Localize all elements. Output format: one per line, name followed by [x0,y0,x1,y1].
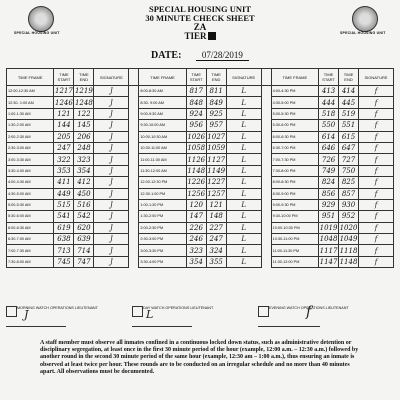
time-frame-cell: 4:30-5:00 PM [271,97,318,108]
signature-cell[interactable]: f [359,165,394,176]
column-gap [261,199,271,210]
time-end-cell[interactable]: 727 [339,154,359,165]
time-end-cell[interactable]: 1148 [339,258,358,267]
column-gap [129,69,139,86]
time-frame-cell: 4:00-4:30 PM [271,86,318,97]
time-end-cell[interactable]: 925 [206,108,226,119]
time-frame-cell: 5:00-5:30 PM [271,108,318,119]
signature-cell[interactable]: L [226,131,261,142]
signature-cell[interactable]: f [359,142,394,153]
signature-cell[interactable]: f [359,97,394,108]
column-header: TIME START [186,69,206,86]
time-end-cell[interactable]: 122 [74,108,94,119]
signature-cell[interactable]: f [359,154,394,165]
table-row [7,245,394,256]
signature-cell[interactable]: J [94,120,129,131]
time-frame-cell: 2:30-3:00 AM [7,142,54,153]
signature-cell[interactable]: J [94,188,129,199]
redaction-box [208,32,216,40]
column-gap [129,131,139,142]
table-row [7,86,394,97]
time-start-cell[interactable]: 121 [54,108,74,119]
time-frame-cell: 12:30-1:00 PM [139,188,186,199]
time-start-cell[interactable]: 1256 [187,189,206,198]
time-start-cell[interactable]: 518 [319,108,339,119]
column-gap [129,120,139,131]
signoff-label-evening: EVENING WATCH OPERATIONS LIEUTENANT [269,306,349,310]
time-frame-cell: 12:00-12:30 AM [7,86,54,97]
time-frame-cell: 8:30-9:00 PM [271,188,318,199]
signoff-line-day [132,326,192,327]
signoff-mark-morning: J [24,308,29,321]
time-end-cell[interactable]: 121 [206,199,226,210]
column-gap [261,131,271,142]
time-start-cell[interactable]: 713 [54,245,74,256]
time-end-cell[interactable]: 145 [74,120,94,131]
column-gap [129,234,139,245]
signature-cell[interactable]: L [226,165,261,176]
time-frame-cell: 9:30-10:00 AM [139,120,186,131]
time-end-cell[interactable]: 1049 [339,235,358,244]
column-header: TIME FRAME [271,69,318,86]
signoff-mark-day: L [146,308,154,321]
table-row [7,120,394,131]
signature-cell[interactable]: L [226,234,261,245]
seal-caption-right: SPECIAL HOUSING UNIT [340,31,386,35]
time-frame-cell: 1:00-1:30 PM [139,199,186,210]
column-gap [129,142,139,153]
column-header: TIME END [339,69,359,86]
signature-cell[interactable]: L [226,154,261,165]
time-frame-cell: 11:30-12:00 PM [271,256,318,267]
time-end-cell[interactable]: 1227 [207,178,226,187]
table-row [7,234,394,245]
time-end-cell[interactable]: 825 [339,177,359,188]
time-end-cell[interactable]: 516 [74,199,94,210]
time-start-cell[interactable]: 749 [319,165,339,176]
time-frame-cell: 6:30-7:00 AM [7,234,54,245]
signoff-checkbox-morning[interactable] [6,306,17,317]
tier-label: TIER [184,31,207,41]
time-end-cell[interactable]: 857 [339,188,359,199]
time-start-cell[interactable]: 1058 [187,144,206,153]
column-gap [129,86,139,97]
time-frame-cell: 7:00-7:30 PM [271,154,318,165]
column-gap [129,97,139,108]
time-frame-cell: 4:30-5:00 AM [7,188,54,199]
column-header: SIGNATURE [359,69,394,86]
time-frame-cell: 8:00-8:30 PM [271,177,318,188]
time-end-cell[interactable]: 248 [74,142,94,153]
column-gap [261,108,271,119]
time-end-cell[interactable]: 1248 [74,98,93,107]
time-start-cell[interactable]: 322 [54,154,74,165]
seal-caption-left: SPECIAL HOUSING UNIT [14,31,60,35]
signoff-label-morning: MORNING WATCH OPERATIONS LIEUTENANT [17,306,98,310]
signature-cell[interactable]: L [226,86,261,97]
table-row [7,177,394,188]
time-frame-cell: 5:30-6:00 AM [7,211,54,222]
column-header: TIME END [206,69,226,86]
unit-code: ZA [193,22,207,32]
column-gap [129,108,139,119]
time-end-cell[interactable]: 952 [339,211,359,222]
time-end-cell[interactable]: 930 [339,199,359,210]
time-frame-cell: 10:30-11:00 PM [271,234,318,245]
time-end-cell[interactable]: 714 [74,245,94,256]
signature-cell[interactable]: L [226,199,261,210]
time-end-cell[interactable]: 1257 [207,189,226,198]
signature-cell[interactable]: f [359,120,394,131]
signature-cell[interactable]: L [226,245,261,256]
time-end-cell[interactable]: 551 [339,120,359,131]
column-header: TIME START [319,69,339,86]
time-start-cell[interactable]: 147 [186,211,206,222]
time-frame-cell: 1:30-2:00 AM [7,120,54,131]
table-row [7,154,394,165]
signature-cell[interactable]: J [94,165,129,176]
time-start-cell[interactable]: 246 [186,234,206,245]
time-frame-cell: 9:00-9:30 AM [139,108,186,119]
time-frame-cell: 11:00-11:30 PM [271,245,318,256]
time-start-cell[interactable]: 1048 [319,235,338,244]
signature-cell[interactable]: J [94,222,129,233]
column-gap [129,245,139,256]
sheet-subtitle: 30 MINUTE CHECK SHEET [145,13,255,23]
time-end-cell[interactable]: 747 [74,256,94,267]
time-start-cell[interactable]: 1246 [55,98,73,107]
time-frame-cell: 1:30-2:00 PM [139,211,186,222]
column-gap [261,142,271,153]
time-frame-cell: 6:00-6:30 AM [7,222,54,233]
time-end-cell[interactable]: 414 [339,86,359,97]
column-gap [261,211,271,222]
time-start-cell[interactable]: 848 [186,97,206,108]
table-row [7,108,394,119]
column-gap [261,97,271,108]
signature-cell[interactable]: L [226,188,261,199]
time-end-cell[interactable]: 620 [74,222,94,233]
time-frame-cell: 11:30-12:00 AM [139,165,186,176]
signature-cell[interactable]: L [226,177,261,188]
time-start-cell[interactable]: 515 [54,199,74,210]
time-start-cell[interactable]: 1117 [319,246,338,255]
column-gap [129,199,139,210]
time-start-cell[interactable]: 323 [186,245,206,256]
time-start-cell[interactable]: 1019 [319,223,338,232]
table-row [7,131,394,142]
time-start-cell[interactable]: 541 [54,211,74,222]
table-row [7,165,394,176]
signature-cell[interactable]: J [94,234,129,245]
signature-cell[interactable]: L [226,142,261,153]
date-line [0,50,400,61]
signature-cell[interactable]: f [359,188,394,199]
time-end-cell[interactable]: 1020 [339,223,358,232]
time-start-cell[interactable]: 956 [186,120,206,131]
column-gap [129,154,139,165]
column-header: TIME FRAME [7,69,54,86]
column-gap [261,256,271,267]
time-frame-cell: 5:00-5:30 AM [7,199,54,210]
signature-cell[interactable]: J [94,154,129,165]
time-end-cell[interactable]: 615 [339,131,359,142]
sheet-title: SPECIAL HOUSING UNIT [148,4,252,14]
time-frame-cell: 6:30-7:00 PM [271,142,318,153]
time-end-cell[interactable]: 750 [339,165,359,176]
column-header: TIME START [54,69,74,86]
time-frame-cell: 9:30-10:00 PM [271,211,318,222]
time-frame-cell: 9:00-9:30 PM [271,199,318,210]
signature-cell[interactable]: L [226,97,261,108]
signature-cell[interactable]: L [226,222,261,233]
column-gap [261,188,271,199]
time-start-cell[interactable]: 120 [186,199,206,210]
check-sheet-table [6,68,394,268]
time-frame-cell: 10:00-10:30 AM [139,131,186,142]
signoff-checkbox-day[interactable] [132,306,143,317]
signature-cell[interactable]: J [94,256,129,267]
time-start-cell[interactable]: 745 [54,256,74,267]
signoff-line-morning [6,326,66,327]
date-value: 07/28/2019 [196,50,249,61]
time-start-cell[interactable]: 614 [319,131,339,142]
column-gap [261,177,271,188]
time-start-cell[interactable]: 1217 [55,87,73,96]
time-end-cell[interactable]: 324 [206,245,226,256]
time-frame-cell: 1:00-1:30 AM [7,108,54,119]
signature-cell[interactable]: f [359,177,394,188]
time-start-cell[interactable]: 824 [319,177,339,188]
signature-cell[interactable]: f [359,108,394,119]
column-header: TIME END [74,69,94,86]
time-start-cell[interactable]: 205 [54,131,74,142]
table-row [7,188,394,199]
time-end-cell[interactable]: 445 [339,97,359,108]
signoff-checkbox-evening[interactable] [258,306,269,317]
column-gap [261,120,271,131]
time-frame-cell: 5:30-6:00 PM [271,120,318,131]
signature-cell[interactable]: f [359,256,394,267]
time-frame-cell: 2:30-3:00 PM [139,234,186,245]
table-row [7,222,394,233]
signature-cell[interactable]: L [226,120,261,131]
time-frame-cell: 3:00-3:30 PM [139,245,186,256]
signoff-mark-evening: f [306,304,312,320]
time-frame-cell: 2:00-2:30 PM [139,222,186,233]
signature-cell[interactable]: J [94,97,129,108]
signature-cell[interactable]: J [94,131,129,142]
signature-cell[interactable]: f [359,234,394,245]
time-start-cell[interactable]: 619 [54,222,74,233]
time-frame-cell: 3:30-4:00 AM [7,165,54,176]
column-header: TIME FRAME [139,69,186,86]
time-end-cell[interactable]: 1127 [207,155,226,164]
column-gap [261,69,271,86]
time-start-cell[interactable]: 449 [54,188,74,199]
time-end-cell[interactable]: 1219 [74,87,93,96]
time-end-cell[interactable]: 355 [206,256,226,267]
time-frame-cell: 4:00-4:30 AM [7,177,54,188]
lieutenant-signoffs [6,306,394,332]
column-gap [261,165,271,176]
time-start-cell[interactable]: 226 [186,222,206,233]
table-row [7,142,394,153]
time-start-cell[interactable]: 646 [319,142,339,153]
time-end-cell[interactable]: 542 [74,211,94,222]
time-start-cell[interactable]: 1126 [187,155,206,164]
time-frame-cell: 10:00-10:30 PM [271,222,318,233]
time-start-cell[interactable]: 413 [319,86,339,97]
time-end-cell[interactable]: 519 [339,108,359,119]
time-frame-cell: 7:30-8:00 AM [7,256,54,267]
time-end-cell[interactable]: 206 [74,131,94,142]
policy-note: A staff member must observe all inmates confined in a continuous locked down status, such as administrative detention or disciplinary segregation, at least once in the first 30 minute period of the hour (example, 12:00 a.m. – 12:30 a.m.) followed by another round in the second 30 minute period of the same hour (example, 12:30 am – 1:00 a.m.), thus ensuring an inmate is observed at least twice per hour. These rounds are to be conducted on an irregular schedule and no more than 40 minutes apart. All observations must be documented. [40,340,359,375]
time-start-cell[interactable]: 856 [319,188,339,199]
time-start-cell[interactable]: 638 [54,234,74,245]
time-end-cell[interactable]: 323 [74,154,94,165]
signature-cell[interactable]: L [226,256,261,267]
column-gap [261,245,271,256]
column-gap [129,188,139,199]
time-end-cell[interactable]: 811 [206,86,226,97]
time-end-cell[interactable]: 1059 [207,144,226,153]
signature-cell[interactable]: L [226,108,261,119]
time-frame-cell: 12:30- 1:00 AM [7,97,54,108]
time-start-cell[interactable]: 354 [186,256,206,267]
time-frame-cell: 8:00-8:30 AM [139,86,186,97]
date-label: DATE: [151,50,182,61]
time-end-cell[interactable]: 1027 [207,132,226,141]
signature-cell[interactable]: J [94,245,129,256]
time-start-cell[interactable]: 951 [319,211,339,222]
signature-cell[interactable]: J [94,86,129,97]
table-row [7,256,394,267]
time-start-cell[interactable]: 247 [54,142,74,153]
time-frame-cell: 6:00-6:30 PM [271,131,318,142]
column-gap [129,165,139,176]
signoff-line-evening [258,326,320,327]
table-row [7,211,394,222]
signature-cell[interactable]: f [359,131,394,142]
time-end-cell[interactable]: 450 [74,188,94,199]
time-start-cell[interactable]: 353 [54,165,74,176]
time-frame-cell: 3:30-4:00 PM [139,256,186,267]
signoff-label-day: DAY WATCH OPERATIONS LIEUTENANT [143,306,214,310]
signature-cell[interactable]: J [94,199,129,210]
time-end-cell[interactable]: 354 [74,165,94,176]
time-end-cell[interactable]: 647 [339,142,359,153]
column-gap [129,211,139,222]
time-start-cell[interactable]: 817 [186,86,206,97]
time-frame-cell: 3:00-3:30 AM [7,154,54,165]
signature-cell[interactable]: f [359,86,394,97]
time-start-cell[interactable]: 726 [319,154,339,165]
table-row [7,199,394,210]
time-frame-cell: 10:30-11:00 AM [139,142,186,153]
time-start-cell[interactable]: 1026 [187,132,206,141]
column-header: SIGNATURE [94,69,129,86]
column-gap [261,234,271,245]
signature-cell[interactable]: f [359,199,394,210]
column-gap [129,256,139,267]
table-header-row [7,69,394,86]
signature-cell[interactable]: f [359,245,394,256]
time-end-cell[interactable]: 247 [206,234,226,245]
time-end-cell[interactable]: 639 [74,234,94,245]
time-frame-cell: 12:00-12:30 PM [139,177,186,188]
time-frame-cell: 2:00-2:30 AM [7,131,54,142]
signature-cell[interactable]: f [359,211,394,222]
table-row [7,97,394,108]
time-frame-cell: 7:30-8:00 PM [271,165,318,176]
time-start-cell[interactable]: 411 [54,177,74,188]
signature-cell[interactable]: L [226,211,261,222]
time-end-cell[interactable]: 849 [206,97,226,108]
time-end-cell[interactable]: 148 [206,211,226,222]
signature-cell[interactable]: f [359,222,394,233]
time-end-cell[interactable]: 1149 [207,166,226,175]
column-gap [261,86,271,97]
time-start-cell[interactable]: 444 [319,97,339,108]
time-start-cell[interactable]: 924 [186,108,206,119]
tier-line [0,32,400,41]
signature-cell[interactable]: J [94,108,129,119]
time-start-cell[interactable]: 929 [319,199,339,210]
time-frame-cell: 7:00-7:30 AM [7,245,54,256]
signature-cell[interactable]: J [94,177,129,188]
time-end-cell[interactable]: 957 [206,120,226,131]
time-start-cell[interactable]: 1148 [187,166,206,175]
column-gap [129,177,139,188]
time-start-cell[interactable]: 1226 [187,178,206,187]
time-frame-cell: 8:30- 9:00 AM [139,97,186,108]
time-start-cell[interactable]: 144 [54,120,74,131]
time-start-cell[interactable]: 550 [319,120,339,131]
time-end-cell[interactable]: 1118 [339,246,358,255]
signature-cell[interactable]: J [94,142,129,153]
time-end-cell[interactable]: 412 [74,177,94,188]
time-start-cell[interactable]: 1147 [319,258,338,267]
time-frame-cell: 11:00-11:30 AM [139,154,186,165]
column-header: SIGNATURE [226,69,261,86]
column-gap [261,222,271,233]
time-end-cell[interactable]: 227 [206,222,226,233]
column-gap [261,154,271,165]
signature-cell[interactable]: J [94,211,129,222]
column-gap [129,222,139,233]
